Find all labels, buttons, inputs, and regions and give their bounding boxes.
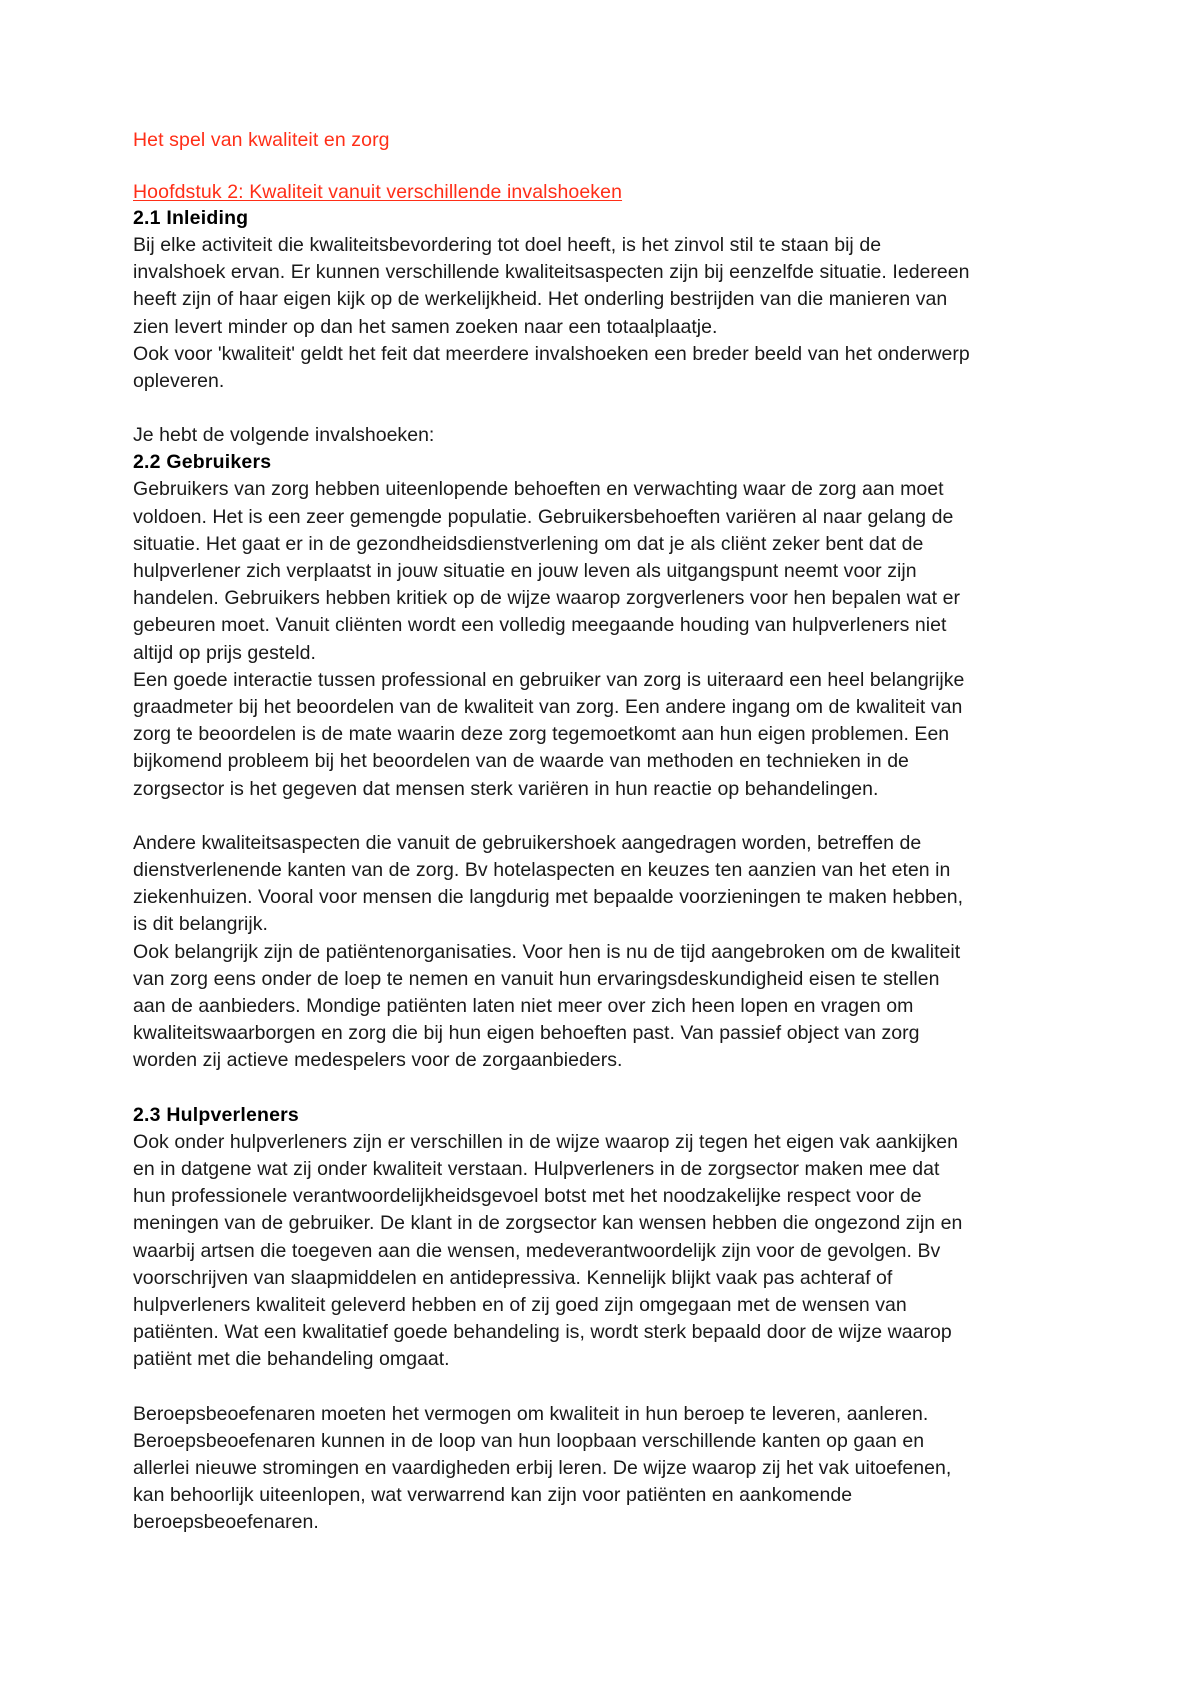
section-heading-2-3: 2.3 Hulpverleners xyxy=(133,1103,299,1126)
paragraph-2-2-1: Gebruikers van zorg hebben uiteenlopende behoeften en verwachting waar de zorg aan moet voldoen. Het is een zeer gemengde populatie. Gebruikersbehoeften variëren al naar gelang de situatie. Het gaat er in de gezondheidsdienstverlening om dat je als cliënt zeker bent dat de hulpverlener zich verplaatst in jouw situatie en jouw leven als uitgangspunt neemt voor zijn handelen. Gebruikers hebben kritiek op de wijze waarop zorgverleners voor hen bepalen wat er gebeuren moet. Vanuit cliënten wordt een volledig meegaande houding van hulpverleners niet altijd op prijs gesteld. xyxy=(133,478,960,664)
chapter-heading: Hoofdstuk 2: Kwaliteit vanuit verschillende invalshoeken xyxy=(133,181,623,203)
spacer xyxy=(133,1374,973,1401)
paragraph-2-2-3: Andere kwaliteitsaspecten die vanuit de gebruikershoek aangedragen worden, betreffen de dienstverlenende kanten van de zorg. Bv hotelaspecten en keuzes ten aanzien van het eten in ziekenhuizen. Vooral voor mensen die langdurig met bepaalde voorzieningen te maken hebben, is dit belangrijk. xyxy=(133,831,964,936)
document-body xyxy=(133,127,973,1537)
paragraph-2-3-1: Ook onder hulpverleners zijn er verschillen in de wijze waarop zij tegen het eigen vak aankijken en in datgene wat zij onder kwaliteit verstaan. Hulpverleners in de zorgsector maken mee dat hun professionele verantwoordelijkheidsgevoel botst met het noodzakelijke respect voor de meningen van de gebruiker. De klant in de zorgsector kan wensen hebben die ongezond zijn en waarbij artsen die toegeven aan die wensen, medeverantwoordelijk zijn voor de gevolgen. Bv voorschrijven van slaapmiddelen en antidepressiva. Kennelijk blijkt vaak pas achteraf of hulpverleners kwaliteit geleverd hebben en of zij goed zijn omgegaan met de wensen van patiënten. Wat een kwalitatief goede behandeling is, wordt sterk bepaald door de wijze waarop patiënt met die behandeling omgaat. xyxy=(133,1130,963,1371)
paragraph-2-1-2: Ook voor 'kwaliteit' geldt het feit dat meerdere invalshoeken een breder beeld van het onderwerp opleveren. xyxy=(133,342,970,393)
document-title: Het spel van kwaliteit en zorg xyxy=(133,129,390,151)
paragraph-2-1-3: Je hebt de volgende invalshoeken: xyxy=(133,424,435,447)
paragraph-2-3-2: Beroepsbeoefenaren moeten het vermogen om kwaliteit in hun beroep te leveren, aanleren. Beroepsbeoefenaren kunnen in de loop van hun loopbaan verschillende kanten op gaan en allerlei nieuwe stromingen en vaardigheden erbij leren. De wijze waarop zij het vak uitoefenen, kan behoorlijk uiteenlopen, wat verwarrend kan zijn voor patiënten en aankomende beroepsbeoefenaren. xyxy=(133,1402,952,1534)
section-heading-2-1: 2.1 Inleiding xyxy=(133,207,249,229)
paragraph-2-1-1: Bij elke activiteit die kwaliteitsbevordering tot doel heeft, is het zinvol stil te staan bij de invalshoek ervan. Er kunnen verschillende kwaliteitsaspecten zijn bij eenzelfde situatie. Iedereen heeft zijn of haar eigen kijk op de werkelijkheid. Het onderling bestrijden van die manieren van zien levert minder op dan het samen zoeken naar een totaalplaatje. xyxy=(133,234,970,338)
spacer xyxy=(133,803,973,830)
paragraph-2-2-2: Een goede interactie tussen professional en gebruiker van zorg is uiteraard een heel belangrijke graadmeter bij het beoordelen van de kwaliteit van zorg. Een andere ingang om de kwaliteit van zorg te beoordelen is de mate waarin deze zorg tegemoetkomt aan hun eigen problemen. Een bijkomend probleem bij het beoordelen van de waarde van methoden en technieken in de zorgsector is het gegeven dat mensen sterk variëren in hun reactie op behandelingen. xyxy=(133,668,965,800)
paragraph-2-2-4: Ook belangrijk zijn de patiëntenorganisaties. Voor hen is nu de tijd aangebroken om de kwaliteit van zorg eens onder de loep te nemen en vanuit hun ervaringsdeskundigheid eisen te stellen aan de aanbieders. Mondige patiënten laten niet meer over zich heen lopen en vragen om kwaliteitswaarborgen en zorg die bij hun eigen behoeften past. Van passief object van zorg worden zij actieve medespelers voor de zorgaanbieders. xyxy=(133,940,961,1072)
spacer xyxy=(133,395,973,422)
section-heading-2-2: 2.2 Gebruikers xyxy=(133,451,272,474)
spacer xyxy=(133,153,973,179)
spacer xyxy=(133,1075,973,1102)
